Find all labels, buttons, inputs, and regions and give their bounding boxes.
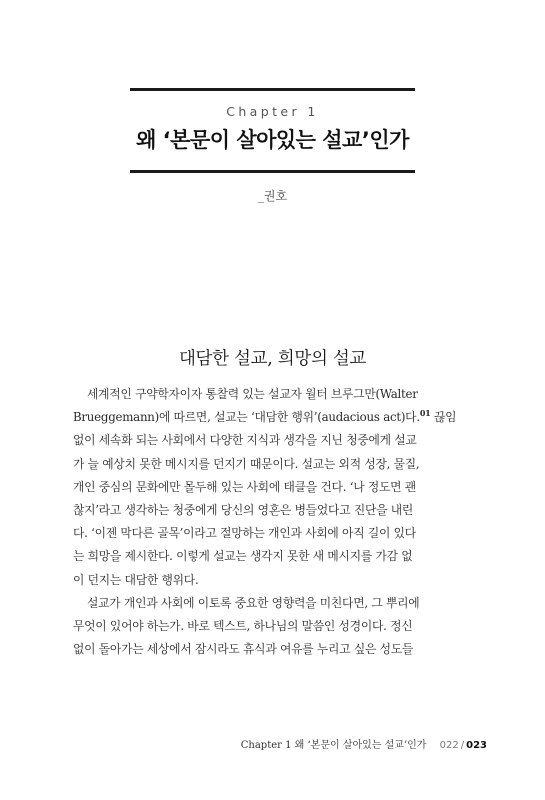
- chapter-bottom-rule: [130, 170, 415, 173]
- page-number-right: 023: [466, 740, 487, 751]
- body-line: 세계적인 구약학자이자 통찰력 있는 설교자 월터 브루그만(Walter: [87, 387, 418, 401]
- running-head: Chapter 1 왜 ‘본문이 살아있는 설교’인가: [240, 740, 427, 751]
- page-number-left: 022: [439, 740, 459, 751]
- body-line-tail: 끊임: [430, 410, 457, 425]
- chapter-title: 왜 ‘본문이 살아있는 설교’인가: [136, 128, 409, 152]
- body-line: [73, 406, 473, 429]
- body-line-text: Brueggemann)에 따르면, 설교는 ‘대담한 행위’(audacious act)다.: [73, 410, 420, 425]
- body-line: 는 희망을 제시한다. 이렇게 설교는 생각지 못한 새 메시지를 가감 없: [73, 549, 413, 564]
- body-line: 찮지’라고 생각하는 청중에게 당신의 영혼은 병들었다고 진단을 내린: [73, 502, 414, 517]
- body-line: 없이 세속화 되는 사회에서 다양한 지식과 생각을 지닌 청중에게 설교: [73, 433, 417, 448]
- body-line: 설교가 개인과 사회에 이토록 중요한 영향력을 미친다면, 그 뿌리에: [87, 595, 420, 610]
- body-line: 다. ‘이젠 막다른 골목’이라고 절망하는 개인과 사회에 아직 길이 있다: [73, 526, 416, 541]
- chapter-label: Chapter 1: [226, 104, 319, 119]
- chapter-top-rule: [130, 88, 415, 91]
- page-numbers: [440, 740, 487, 751]
- body-text: [73, 383, 473, 661]
- body-line: 없이 돌아가는 세상에서 잠시라도 휴식과 여유를 누리고 싶은 성도들: [73, 642, 414, 657]
- author-name: _권호: [257, 189, 288, 203]
- section-heading: 대담한 설교, 희망의 설교: [178, 349, 367, 369]
- page-footer: [241, 736, 487, 751]
- body-line: 이 던지는 대담한 행위다.: [73, 572, 199, 587]
- footnote-marker: 01: [419, 408, 431, 419]
- body-line: 무엇이 있어야 하는가. 바로 텍스트, 하나님의 말씀인 성경이다. 정신: [73, 618, 413, 633]
- page-number-separator: /: [460, 740, 465, 751]
- body-line: 가 늘 예상치 못한 메시지를 던지기 때문이다. 설교는 외적 성장, 물질,: [73, 456, 420, 471]
- body-line: 개인 중심의 문화에만 몰두해 있는 사회에 태클을 건다. ‘나 정도면 괜: [73, 479, 416, 494]
